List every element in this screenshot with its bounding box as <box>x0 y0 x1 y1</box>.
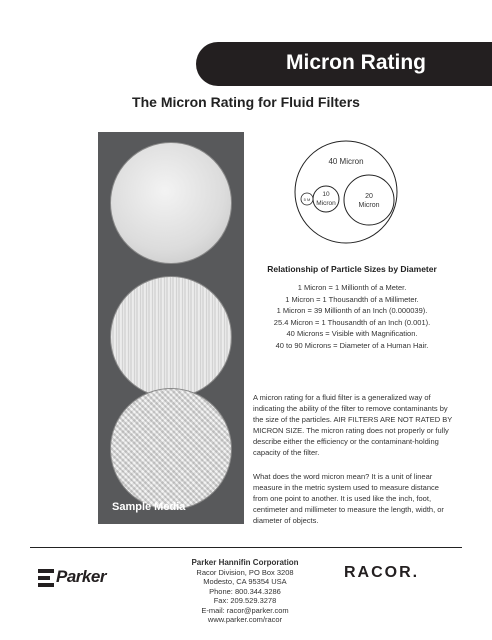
relationship-line: 1 Micron = 39 Millionth of an Inch (0.000039). <box>276 306 428 315</box>
sample-media-image-1 <box>110 142 232 264</box>
particle-size-diagram <box>250 140 450 250</box>
sample-media-image-2 <box>110 276 232 398</box>
sample-media-label: Sample Media <box>112 501 186 513</box>
contact-line: Racor Division, PO Box 3208 <box>196 567 294 577</box>
contact-line: Fax: 209.529.3278 <box>213 596 277 605</box>
contact-line: Modesto, CA 95354 USA <box>203 577 287 586</box>
micron-rating-paragraph: A micron rating for a fluid filter is a generalized way of indicating the ability of the filter to remove contaminants by the size of the particles. AIR FILTERS ARE NOT RATED BY MICRON SIZE. The micron rating does not properly or fully describe either the efficiency or the contaminant-holding capacity of the filter. <box>253 393 453 457</box>
parker-logo-text: Parker <box>56 567 106 586</box>
company-name: Parker Hannifin Corporation <box>191 558 299 567</box>
micron-definition-paragraph: What does the word micron mean? It is a unit of linear measure in the metric system used to measure distance from one point to another. It is used like the inch, foot, centimeter and millimeter to measure the length, width, or diameter of objects. <box>253 472 444 525</box>
sample-media-panel <box>98 132 244 524</box>
label-40-micron: 40 Micron <box>328 157 364 166</box>
label-10-line2: Micron <box>316 200 336 207</box>
sample-media-image-3 <box>110 388 232 510</box>
label-5-micron: 5 M <box>303 197 311 202</box>
relationship-line: 25.4 Micron = 1 Thousandth of an Inch (0.001). <box>273 317 431 327</box>
header-bar <box>196 42 492 86</box>
page-title: Micron Rating <box>286 51 426 74</box>
contact-website: www.parker.com/racor <box>207 615 283 624</box>
footer-divider <box>30 547 462 548</box>
relationship-line: 40 to 90 Microns = Diameter of a Human Hair. <box>275 340 429 350</box>
contact-line: Phone: 800.344.3286 <box>209 586 281 596</box>
relationship-title: Relationship of Particle Sizes by Diameter <box>267 264 437 274</box>
label-10-line1: 10 <box>322 191 330 198</box>
relationship-line: 1 Micron = 1 Thousandth of a Millimeter. <box>285 294 419 304</box>
relationship-line: 1 Micron = 1 Millionth of a Meter. <box>297 283 407 292</box>
label-20-line1: 20 <box>365 193 373 200</box>
label-20-line2: Micron <box>358 202 380 209</box>
contact-block <box>160 558 330 625</box>
relationship-list <box>254 282 450 351</box>
contact-email: E-mail: racor@parker.com <box>201 605 289 615</box>
circle-10-micron <box>313 186 339 212</box>
circle-20-micron <box>344 175 394 225</box>
page-subtitle: The Micron Rating for Fluid Filters <box>132 94 360 110</box>
racor-logo: RACOR. <box>344 564 420 581</box>
relationship-line: 40 Microns = Visible with Magnification. <box>286 329 418 338</box>
